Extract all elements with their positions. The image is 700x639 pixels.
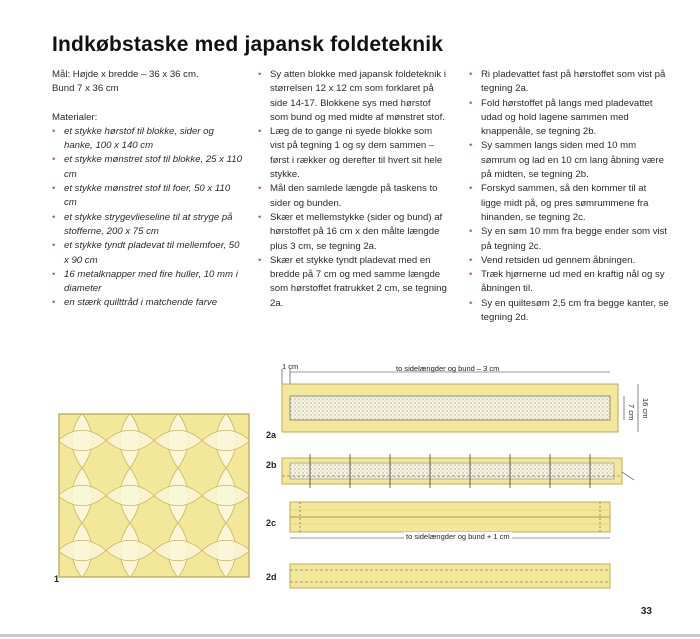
dim-7cm: 7 cm xyxy=(627,404,636,421)
figure-2a-label: 2a xyxy=(266,430,277,440)
instruction-item: • Skær et mellemstykke (sider og bund) af hørstoffet på 16 cm x den målte længde plus 3 cm, se tegning 2a. xyxy=(258,211,448,254)
figure-2c-label: 2c xyxy=(266,518,277,528)
instructions-column-2 xyxy=(469,68,669,325)
figure-2a-diagram xyxy=(266,362,656,444)
dim-top: to sidelængder og bund – 3 cm xyxy=(396,364,500,373)
figure-2d-label: 2d xyxy=(266,572,277,582)
instruction-item: • Sy en søm 10 mm fra begge ender som vist på tegning 2c. xyxy=(469,225,669,254)
dim-16cm: 16 cm xyxy=(641,398,650,419)
material-item: • en stærk quilttråd i matchende farve xyxy=(52,296,242,310)
materials-heading: Materialer: xyxy=(52,111,98,123)
figure-1-label: 1 xyxy=(54,574,60,584)
instruction-item: • Fold hørstoffet på langs med pladevattet udad og hold lagene sammen med knappenåle, se tegning 2b. xyxy=(469,97,669,140)
material-item: • 16 metalknapper med fire huller, 10 mm i diameter xyxy=(52,268,242,297)
figure-2c-diagram xyxy=(282,498,632,550)
instruction-item: • Mål den samlede længde på taskens to sider og bunden. xyxy=(258,182,448,211)
figure-2d-diagram xyxy=(282,562,632,592)
instruction-list xyxy=(469,68,669,325)
page-title: Indkøbstaske med japansk foldeteknik xyxy=(52,33,444,56)
material-item: • et stykke mønstret stof til foer, 50 x 110 cm xyxy=(52,182,242,211)
instruction-item: • Skær et stykke tyndt pladevat med en bredde på 7 cm og med samme længde som hørstoffet fratrukket 2 cm, se tegning 2a. xyxy=(258,254,448,311)
instruction-item: • Vend retsiden ud gennem åbningen. xyxy=(469,254,669,268)
instruction-list xyxy=(258,68,448,311)
material-item: • et stykke hørstof til blokke, sider og hanke, 100 x 140 cm xyxy=(52,125,242,154)
dim-bottom: to sidelængder og bund + 1 cm xyxy=(406,532,510,541)
dim-1cm: 1 cm xyxy=(282,362,299,371)
measurements-column xyxy=(52,68,242,311)
material-item: • et stykke strygevlieseline til at stryge på stofferne, 200 x 75 cm xyxy=(52,211,242,240)
figure-1-quilt-grid xyxy=(58,413,250,578)
instructions-column-1 xyxy=(258,68,448,311)
material-item: • et stykke tyndt pladevat til mellemfoer, 50 x 90 cm xyxy=(52,239,242,268)
figure-2b-label: 2b xyxy=(266,460,277,470)
instruction-item: • Sy sammen langs siden med 10 mm sømrum og lad en 10 cm lang åbning være på midten, se tegning 2b. xyxy=(469,139,669,182)
instruction-item: • Læg de to gange ni syede blokke som vist på tegning 1 og sy dem sammen – først i rækker og derefter til hvert sit hele stykke. xyxy=(258,125,448,182)
instruction-item: • Sy en quiltesøm 2,5 cm fra begge kanter, se tegning 2d. xyxy=(469,297,669,326)
instruction-item: • Træk hjørnerne ud med en kraftig nål og sy åbningen til. xyxy=(469,268,669,297)
instruction-item: • Sy atten blokke med japansk foldeteknik i størrelsen 12 x 12 cm som forklaret på side 14-17. Blokkene sys med hørstof som bund og med midte af mønstret stof. xyxy=(258,68,448,125)
material-item: • et stykke mønstret stof til blokke, 25 x 110 cm xyxy=(52,153,242,182)
bottom-size-text: Bund 7 x 36 cm xyxy=(52,83,119,95)
materials-list xyxy=(52,125,242,311)
figure-2b-diagram xyxy=(270,452,640,494)
instruction-item: • Ri pladevattet fast på hørstoffet som vist på tegning 2a. xyxy=(469,68,669,97)
page-number: 33 xyxy=(640,606,652,617)
size-text: Mål: Højde x bredde – 36 x 36 cm. xyxy=(52,69,199,80)
instruction-item: • Forskyd sammen, så den kommer til at ligge midt på, og pres sømrummene fra hinanden, se tegning 2c. xyxy=(469,182,669,225)
bottom-rule xyxy=(0,634,700,637)
